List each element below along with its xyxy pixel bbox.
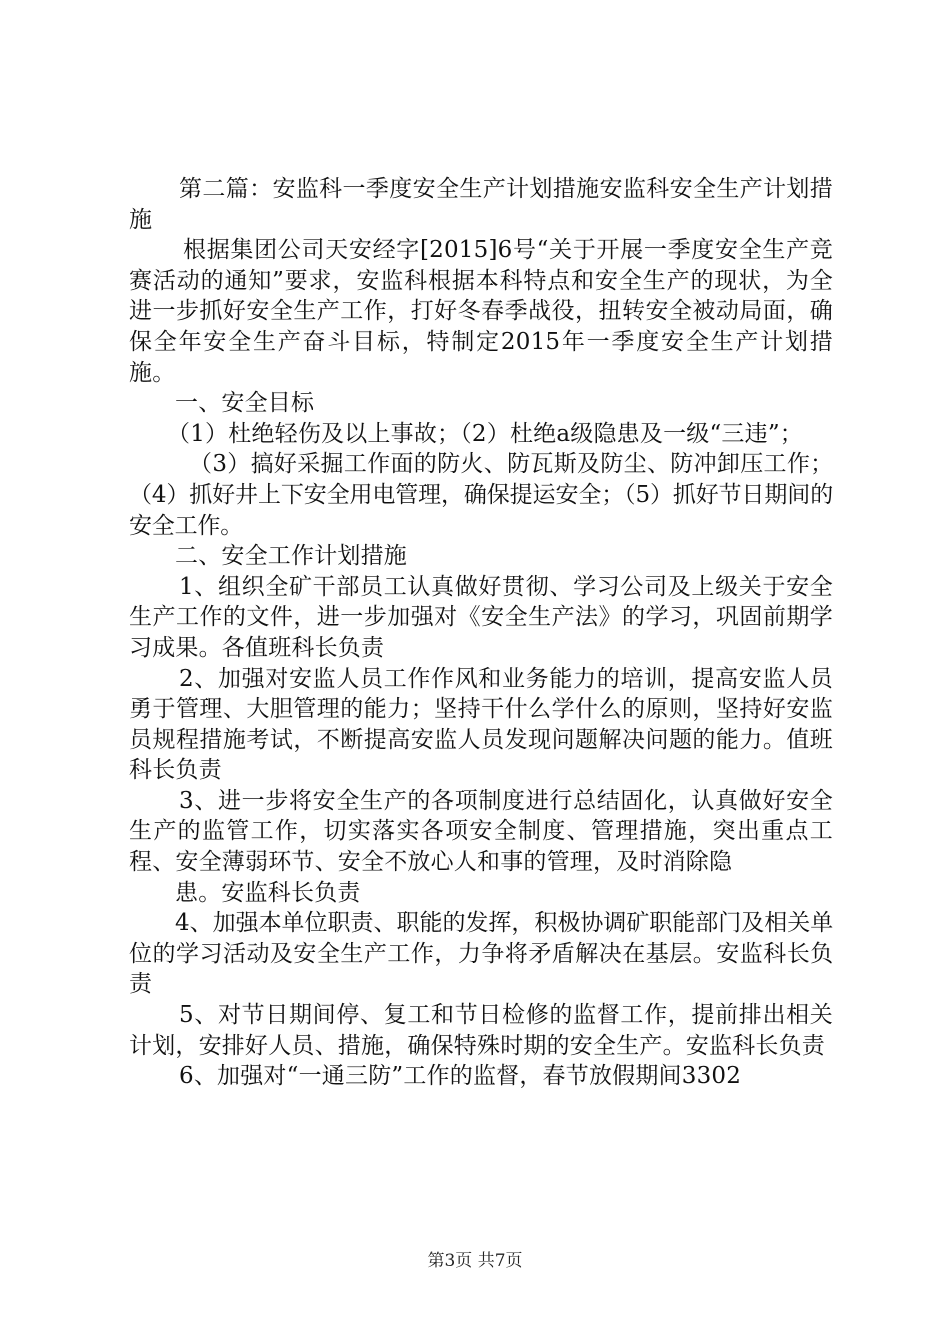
measure-item-3: 3、进一步将安全生产的各项制度进行总结固化，认真做好安全生产的监管工作，切实落实各项安全制度、管理措施，突出重点工程、安全薄弱环节、安全不放心人和事的管理，及时消除隐 xyxy=(129,787,833,876)
measure-item-6: 6、加强对“一通三防”工作的监督，春节放假期间3302 xyxy=(179,1063,742,1090)
section-heading-measures: 二、安全工作计划措施 xyxy=(175,543,407,570)
measure-item-4: 4、加强本单位职责、职能的发挥，积极协调矿职能部门及相关单位的学习活动及安全生产工作，力争将矛盾解决在基层。安监科长负责 xyxy=(129,910,833,998)
measure-item-2: 2、加强对安监人员工作作风和业务能力的培训，提高安监人员勇于管理、大胆管理的能力；坚持干什么学什么的原则，坚持好安监员规程措施考试，不断提高安监人员发现问题解决问题的能力。值班科长负责 xyxy=(129,665,833,784)
measure-item-1: 1、组织全矿干部员工认真做好贯彻、学习公司及上级关于安全生产工作的文件，进一步加强对《安全生产法》的学习，巩固前期学习成果。各值班科长负责 xyxy=(129,573,833,661)
measure-item-3-continued: 患。安监科长负责 xyxy=(175,879,361,906)
measure-item-5: 5、对节日期间停、复工和节日检修的监督工作，提前排出相关计划，安排好人员、措施，确保特殊时期的安全生产。安监科长负责 xyxy=(129,1002,833,1059)
goals-paragraph-2: （3）搞好采掘工作面的防火、防瓦斯及防尘、防冲卸压工作；（4）抓好井上下安全用电管理，确保提运安全；（5）抓好节日期间的安全工作。 xyxy=(129,451,833,539)
page-number-footer: 第3页 共7页 xyxy=(427,1251,523,1271)
intro-paragraph: 根据集团公司天安经字[2015]6号“关于开展一季度安全生产竞赛活动的通知”要求，安监科根据本科特点和安全生产的现状，为全进一步抓好安全生产工作，打好冬春季战役，扭转安全被动局面，确保全年安全生产奋斗目标，特制定2015年一季度安全生产计划措施。 xyxy=(129,237,833,386)
document-body xyxy=(129,174,833,1092)
goals-paragraph-1: （1）杜绝轻伤及以上事故；（2）杜绝a级隐患及一级“三违”； xyxy=(167,420,803,447)
document-title: 第二篇：安监科一季度安全生产计划措施安监科安全生产计划措施 xyxy=(129,176,833,233)
section-heading-goals: 一、安全目标 xyxy=(175,390,315,417)
